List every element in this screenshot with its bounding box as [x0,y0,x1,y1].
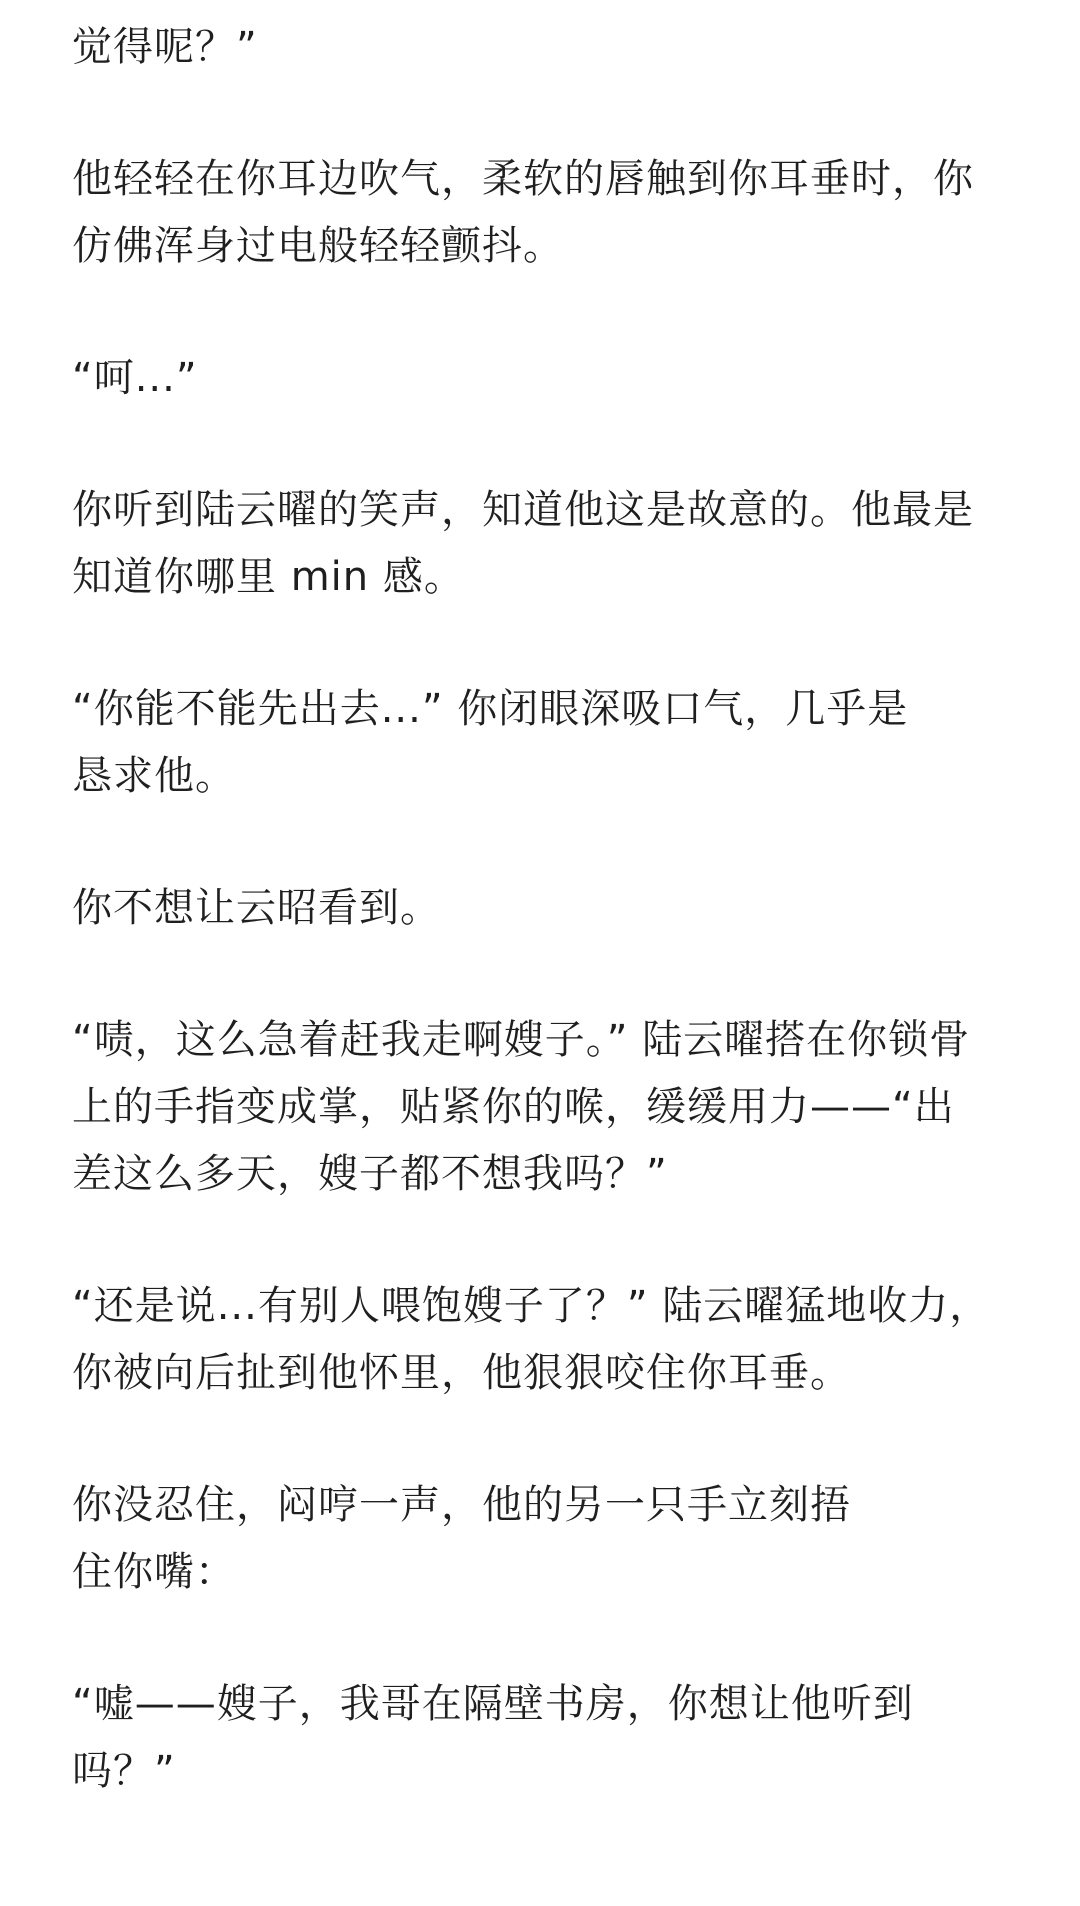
paragraph-4 [72,477,1022,611]
text-line: 上的手指变成掌，贴紧你的喉，缓缓用力——“出 [72,1084,955,1130]
paragraph-10 [72,1671,1022,1805]
text-line: “呵...” [72,355,198,401]
paragraph-5 [72,676,1022,810]
text-line: 你被向后扯到他怀里，他狠狠咬住你耳垂。 [72,1350,851,1396]
text-line: 差这么多天，嫂子都不想我吗？” [72,1151,668,1197]
text-line: “嘘——嫂子，我哥在隔壁书房，你想让他听到 [72,1681,914,1727]
paragraph-7 [72,1007,1022,1208]
text-line: “还是说...有别人喂饱嫂子了？” 陆云曜猛地收力， [72,1283,991,1329]
text-line: “啧，这么急着赶我走啊嫂子。” 陆云曜搭在你锁骨 [72,1017,971,1063]
text-line: 吗？” [72,1748,176,1794]
paragraph-2 [72,146,1022,280]
paragraph-8 [72,1273,1022,1407]
text-line: 知道你哪里 min 感。 [72,554,465,600]
paragraph-1 [72,14,1022,81]
text-line: 仿佛浑身过电般轻轻颤抖。 [72,223,564,269]
text-line: 你没忍住，闷哼一声，他的另一只手立刻捂 [72,1482,851,1528]
text-line: 你不想让云昭看到。 [72,885,441,931]
paragraph-6 [72,875,1022,942]
text-line: 你听到陆云曜的笑声，知道他这是故意的。他最是 [72,487,974,533]
text-line: 恳求他。 [72,753,236,799]
paragraph-9 [72,1472,1022,1606]
paragraph-3 [72,345,1022,412]
text-line: 觉得呢？” [72,24,258,70]
text-line: “你能不能先出去...” 你闭眼深吸口气，几乎是 [72,686,909,732]
text-line: 他轻轻在你耳边吹气，柔软的唇触到你耳垂时，你 [72,156,974,202]
article-text [72,14,1022,1870]
text-line: 住你嘴： [72,1549,236,1595]
